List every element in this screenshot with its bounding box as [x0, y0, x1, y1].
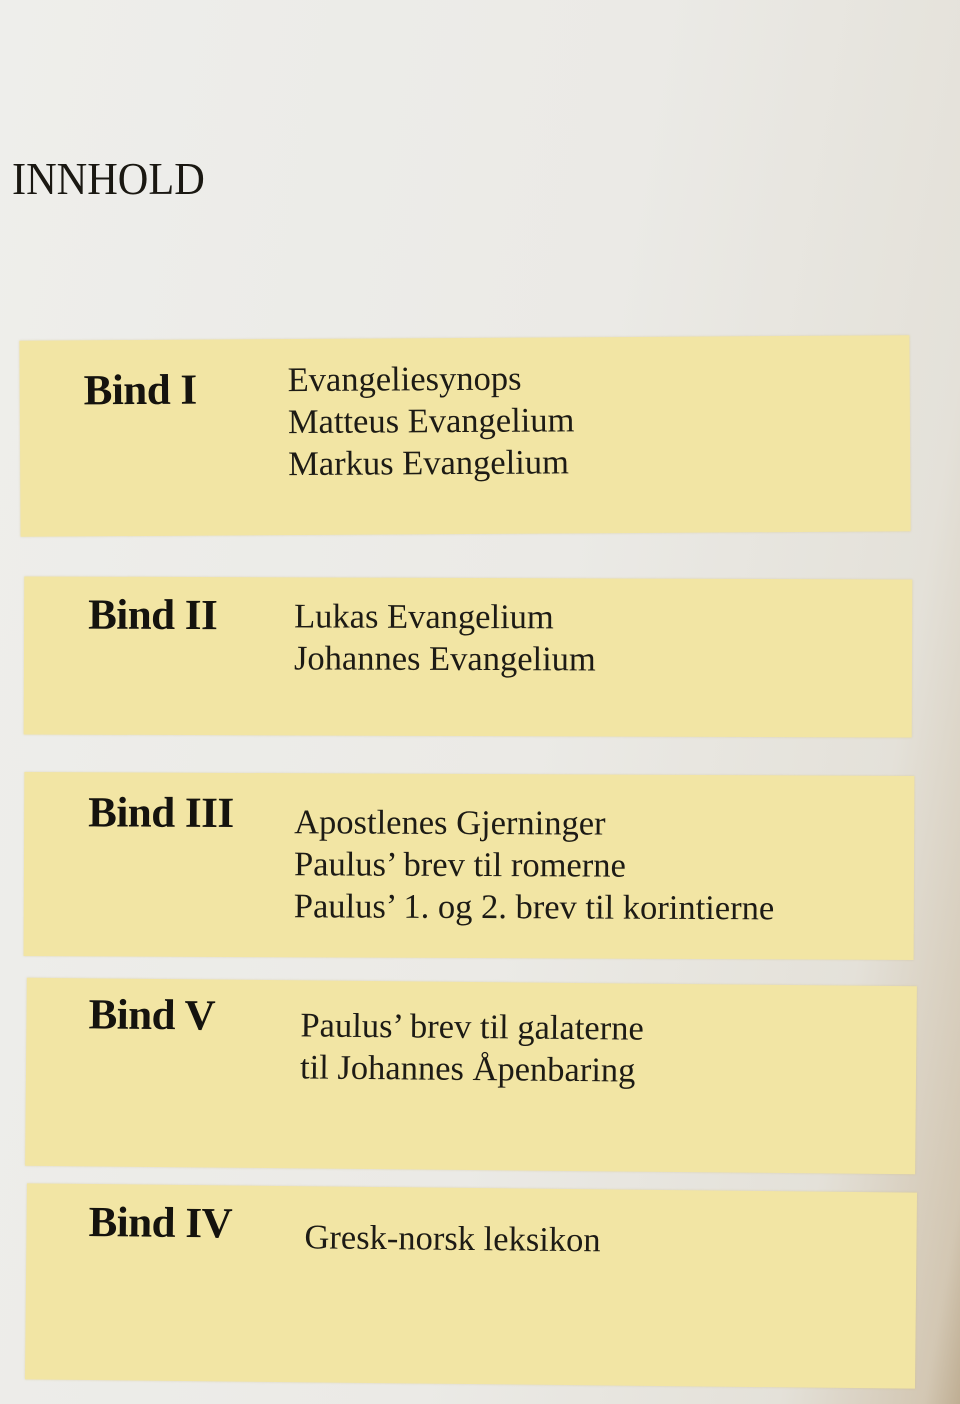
content-item: Paulus’ 1. og 2. brev til korintierne — [293, 887, 775, 928]
content-item: Gresk-norsk leksikon — [304, 1218, 601, 1260]
volume-contents — [304, 1216, 601, 1261]
volume-band-bind-iv — [25, 1183, 917, 1388]
content-item: Markus Evangelium — [288, 443, 570, 484]
volume-contents — [288, 357, 575, 485]
volume-band-bind-iii — [24, 772, 915, 960]
content-item: Johannes Evangelium — [293, 639, 596, 679]
volume-band-bind-ii — [24, 576, 913, 737]
volume-band-bind-v — [25, 978, 917, 1175]
volume-label: Bind IV — [88, 1198, 233, 1248]
content-item: Evangeliesynops — [287, 359, 522, 400]
volume-label: Bind V — [88, 991, 216, 1040]
volume-band-bind-i — [19, 335, 910, 536]
volume-contents — [294, 595, 596, 680]
volume-label: Bind I — [83, 366, 197, 415]
content-item: Paulus’ brev til galaterne — [300, 1006, 644, 1048]
volume-label: Bind II — [88, 591, 218, 640]
volume-label: Bind III — [88, 789, 234, 837]
volume-contents — [294, 801, 775, 929]
content-item: Apostlenes Gjerninger — [294, 803, 606, 843]
content-item: Paulus’ brev til romerne — [293, 845, 626, 885]
page-title: INNHOLD — [12, 153, 205, 204]
content-item: Matteus Evangelium — [287, 401, 575, 442]
content-item: til Johannes Åpenbaring — [299, 1048, 636, 1090]
content-item: Lukas Evangelium — [294, 597, 554, 637]
volume-contents — [300, 1004, 644, 1091]
